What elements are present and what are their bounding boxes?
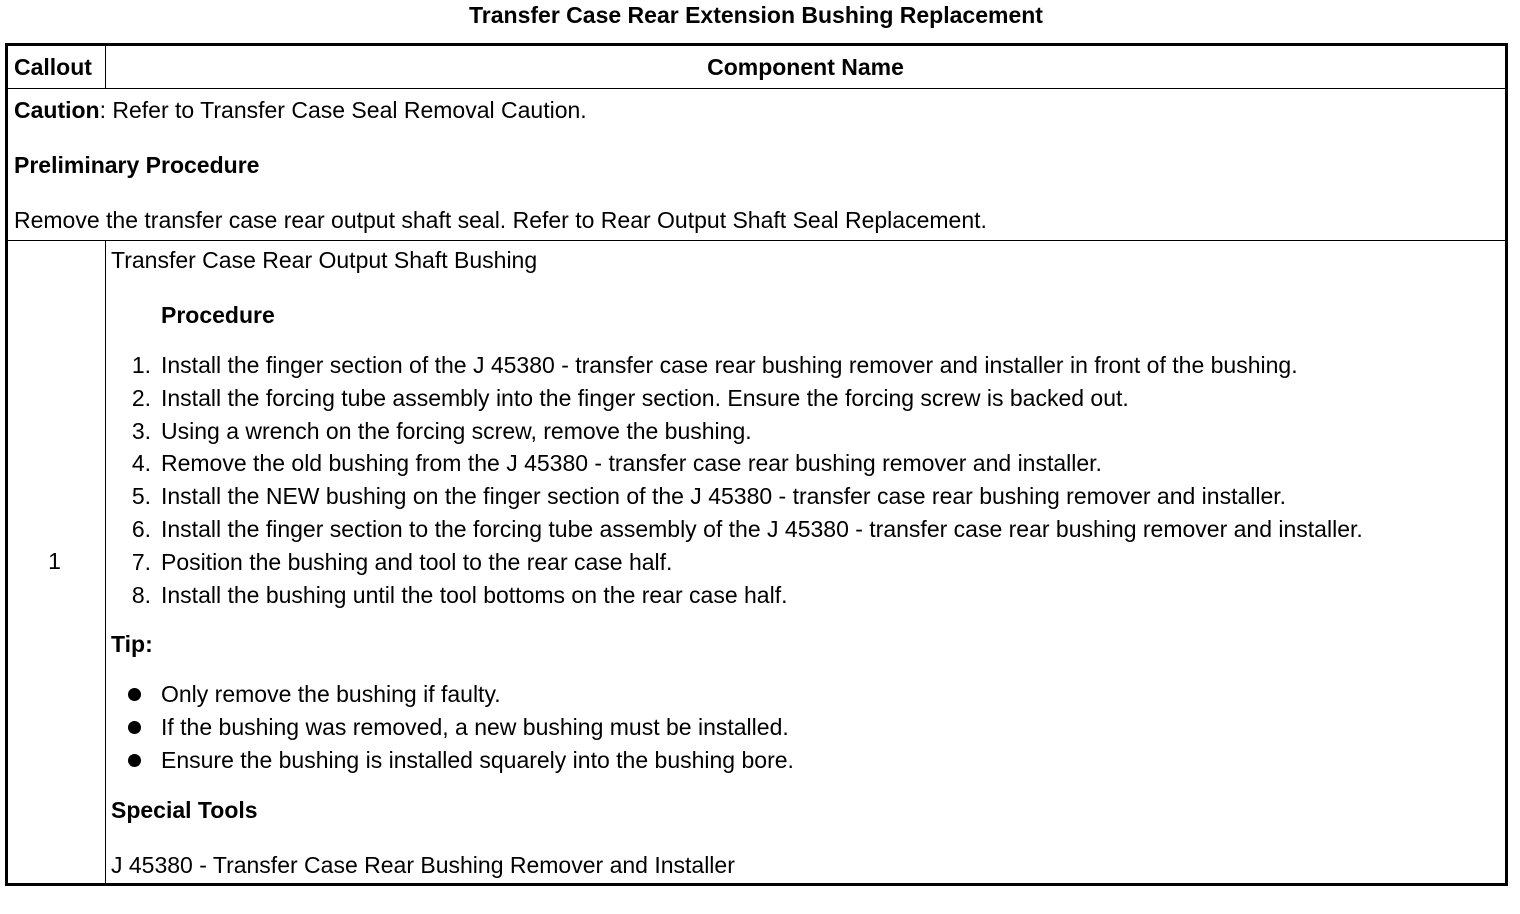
bullet-icon: [111, 754, 161, 767]
step-text: Install the NEW bushing on the finger section of the J 45380 - transfer case rear bushing remover and installer.: [161, 483, 1287, 510]
list-item: [111, 513, 1505, 546]
step-number: 3.: [131, 417, 151, 444]
tip-text: Ensure the bushing is installed squarely into the bushing bore.: [161, 746, 794, 773]
tip-list: [111, 678, 1505, 776]
tip-text: If the bushing was removed, a new bushing must be installed.: [161, 714, 789, 741]
step-number: 4.: [131, 450, 151, 477]
header-component-name: Component Name: [106, 45, 1507, 89]
step-text: Using a wrench on the forcing screw, remove the bushing.: [161, 417, 752, 444]
procedure-heading: Procedure: [161, 302, 275, 328]
list-item: [111, 678, 1505, 711]
step-text: Install the finger section of the J 45380 - transfer case rear bushing remover and installer in front of the bushing.: [161, 352, 1298, 378]
procedure-steps: [111, 349, 1505, 611]
header-callout: Callout: [7, 45, 106, 89]
tip-text: Only remove the bushing if faulty.: [161, 681, 501, 708]
step-number: 7.: [131, 548, 151, 575]
step-text: Position the bushing and tool to the rear case half.: [161, 548, 673, 575]
procedure-table: [5, 43, 1508, 886]
step-text: Remove the old bushing from the J 45380 - transfer case rear bushing remover and installer.: [161, 450, 1102, 477]
bullet-icon: [111, 721, 161, 734]
preliminary-heading: Preliminary Procedure: [14, 152, 260, 178]
step-number: 6.: [131, 515, 151, 542]
component-detail: [106, 241, 1507, 885]
tip-heading: Tip:: [111, 631, 153, 658]
step-text: Install the finger section to the forcing tube assembly of the J 45380 - transfer case rear bushing remover and installer.: [161, 515, 1363, 542]
intro-cell: [7, 89, 1507, 241]
list-item: [111, 415, 1505, 448]
list-item: [111, 447, 1505, 480]
list-item: [111, 546, 1505, 579]
step-number: 5.: [131, 483, 151, 510]
special-tools-heading: Special Tools: [111, 796, 258, 823]
step-number: 1.: [131, 352, 151, 378]
list-item: [111, 480, 1505, 513]
special-tools-text: J 45380 - Transfer Case Rear Bushing Remover and Installer: [111, 851, 735, 878]
page-title: Transfer Case Rear Extension Bushing Replacement: [469, 2, 1043, 28]
step-number: 8.: [131, 581, 151, 608]
list-item: [111, 579, 1505, 612]
step-number: 2.: [131, 384, 151, 411]
step-text: Install the bushing until the tool bottoms on the rear case half.: [161, 581, 788, 608]
table-row: [7, 241, 1507, 885]
caution-text: : Refer to Transfer Case Seal Removal Caution.: [99, 97, 587, 123]
step-text: Install the forcing tube assembly into the finger section. Ensure the forcing screw is backed out.: [161, 384, 1129, 411]
list-item: [111, 711, 1505, 744]
list-item: [111, 382, 1505, 415]
caution-label: Caution: [14, 97, 100, 123]
bullet-icon: [111, 688, 161, 701]
callout-number: 1: [7, 241, 106, 885]
caution-line: [14, 97, 1505, 124]
intro-row: [7, 89, 1507, 241]
component-name: Transfer Case Rear Output Shaft Bushing: [111, 247, 538, 273]
table-header-row: [7, 45, 1507, 89]
list-item: [111, 349, 1505, 382]
list-item: [111, 744, 1505, 777]
preliminary-text: Remove the transfer case rear output shaft seal. Refer to Rear Output Shaft Seal Replacement.: [14, 207, 987, 233]
